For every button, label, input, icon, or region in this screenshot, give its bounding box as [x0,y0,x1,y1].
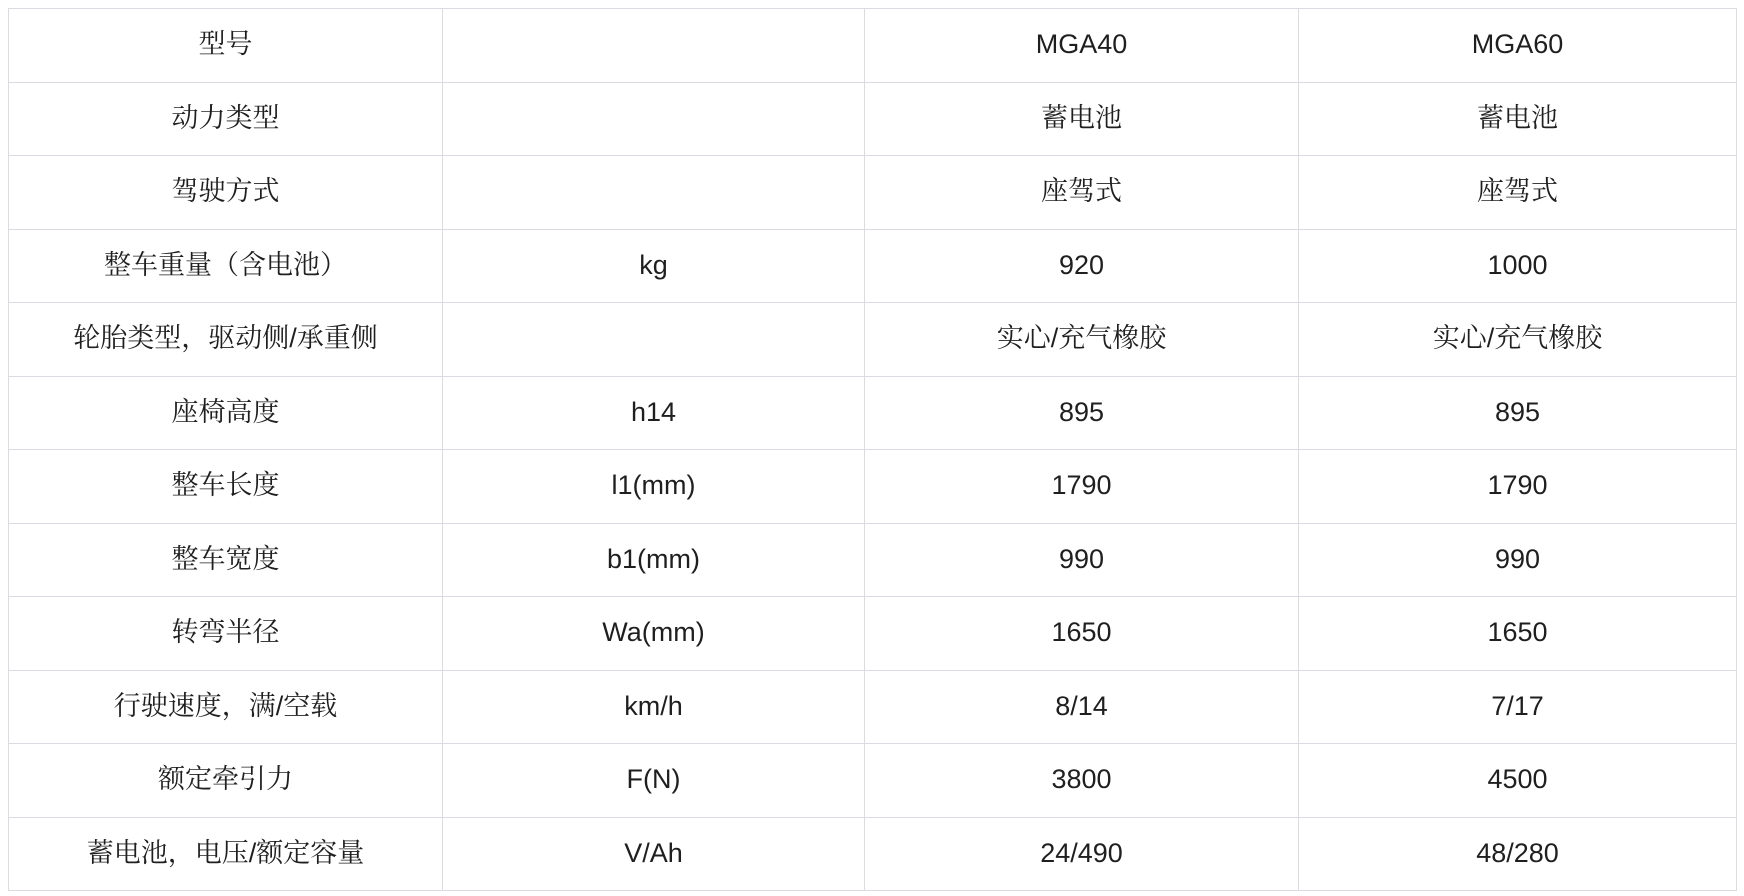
row-parameter-name: 额定牵引力 [9,744,443,818]
row-unit: V/Ah [443,817,865,891]
row-value-mga40: 990 [865,523,1299,597]
row-value-mga60: 1650 [1299,597,1737,671]
row-value-mga60: 实心/充气橡胶 [1299,303,1737,377]
table-row [9,817,1737,891]
row-unit [443,82,865,156]
table-row [9,744,1737,818]
row-value-mga40: 1790 [865,450,1299,524]
row-value-mga60: MGA60 [1299,9,1737,83]
row-unit: F(N) [443,744,865,818]
row-value-mga60: 1000 [1299,229,1737,303]
table-row [9,9,1737,83]
row-value-mga40: 24/490 [865,817,1299,891]
row-parameter-name: 型号 [9,9,443,83]
row-parameter-name: 整车宽度 [9,523,443,597]
row-value-mga40: 蓄电池 [865,82,1299,156]
row-unit [443,156,865,230]
row-value-mga40: 3800 [865,744,1299,818]
row-value-mga40: 8/14 [865,670,1299,744]
row-unit [443,303,865,377]
row-value-mga60: 7/17 [1299,670,1737,744]
row-parameter-name: 整车长度 [9,450,443,524]
row-parameter-name: 蓄电池，电压/额定容量 [9,817,443,891]
row-unit: km/h [443,670,865,744]
table-row [9,156,1737,230]
row-value-mga60: 990 [1299,523,1737,597]
table-row [9,523,1737,597]
row-value-mga60: 48/280 [1299,817,1737,891]
row-value-mga40: 座驾式 [865,156,1299,230]
specification-table [8,8,1737,891]
table-row [9,376,1737,450]
table-row [9,670,1737,744]
row-value-mga40: 895 [865,376,1299,450]
row-unit [443,9,865,83]
row-unit: b1(mm) [443,523,865,597]
table-row [9,303,1737,377]
row-value-mga60: 蓄电池 [1299,82,1737,156]
table-row [9,450,1737,524]
row-unit: h14 [443,376,865,450]
row-value-mga40: MGA40 [865,9,1299,83]
row-parameter-name: 座椅高度 [9,376,443,450]
table-row [9,82,1737,156]
row-unit: l1(mm) [443,450,865,524]
row-value-mga60: 1790 [1299,450,1737,524]
row-value-mga60: 4500 [1299,744,1737,818]
row-unit: Wa(mm) [443,597,865,671]
row-parameter-name: 动力类型 [9,82,443,156]
row-value-mga40: 实心/充气橡胶 [865,303,1299,377]
row-parameter-name: 整车重量（含电池） [9,229,443,303]
row-value-mga60: 座驾式 [1299,156,1737,230]
table-row [9,597,1737,671]
table-row [9,229,1737,303]
row-parameter-name: 行驶速度，满/空载 [9,670,443,744]
row-value-mga40: 920 [865,229,1299,303]
row-parameter-name: 轮胎类型，驱动侧/承重侧 [9,303,443,377]
row-parameter-name: 驾驶方式 [9,156,443,230]
row-unit: kg [443,229,865,303]
row-value-mga40: 1650 [865,597,1299,671]
row-parameter-name: 转弯半径 [9,597,443,671]
row-value-mga60: 895 [1299,376,1737,450]
